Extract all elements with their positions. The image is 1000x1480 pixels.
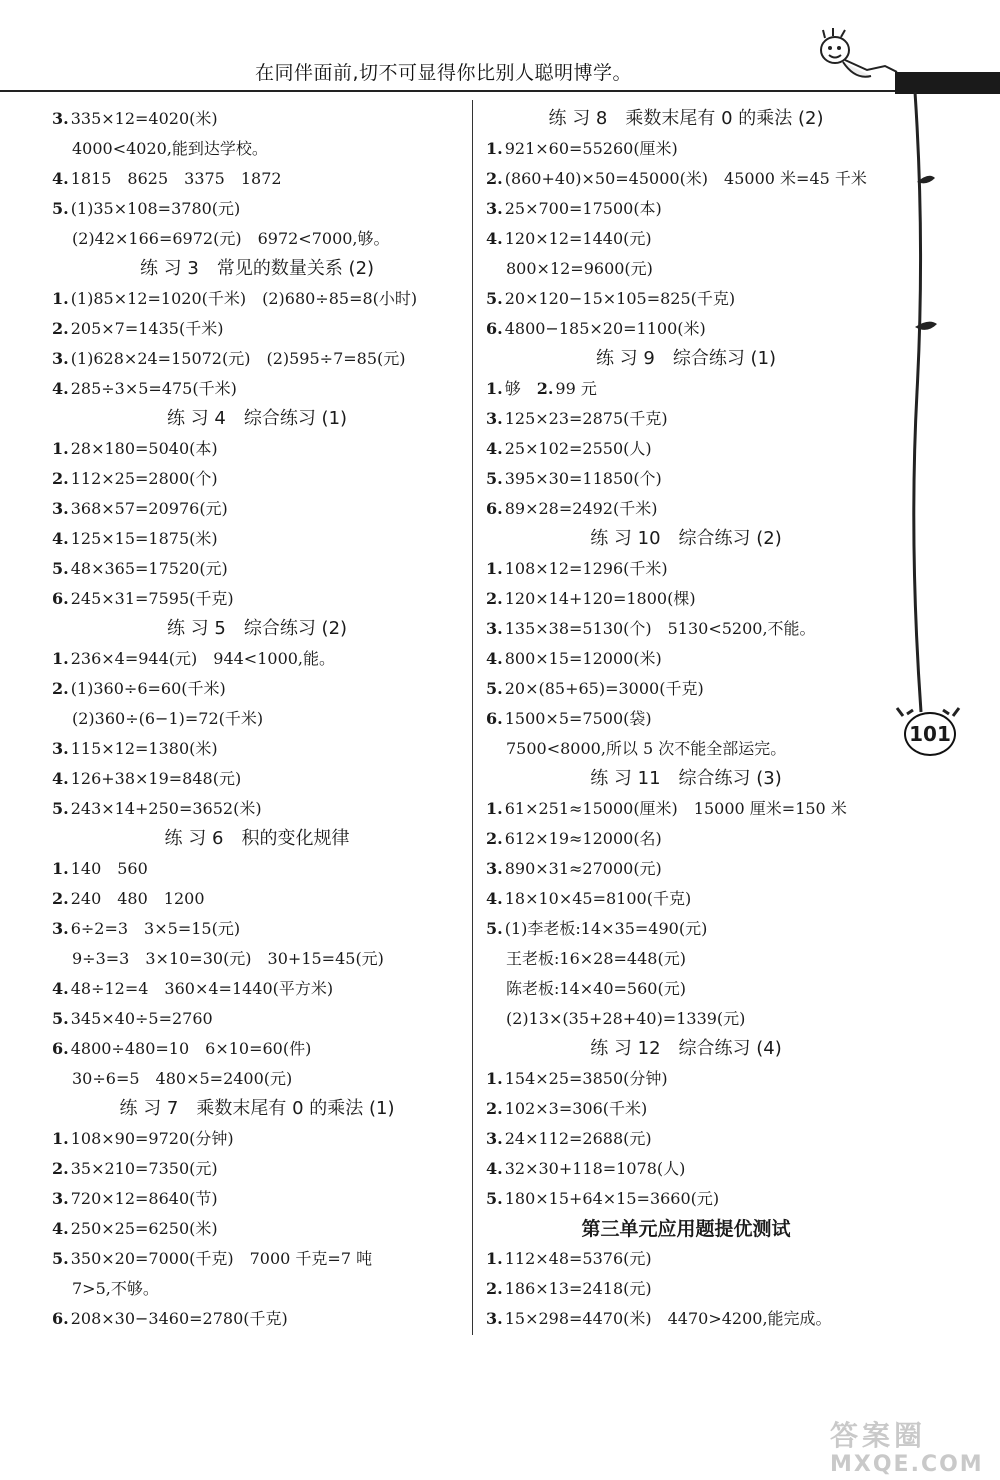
answer-number: 5. — [52, 1009, 69, 1028]
answer-text: 350×20=7000(千克) 7000 千克=7 吨 — [70, 1249, 373, 1268]
answer-number: 1. — [486, 379, 503, 398]
answer-line — [486, 584, 886, 614]
answer-text: 1815 8625 3375 1872 — [70, 169, 282, 188]
answer-number: 5. — [486, 289, 503, 308]
answer-line — [52, 1154, 462, 1184]
answer-number: 3. — [486, 1129, 503, 1148]
answer-number: 6. — [52, 1039, 69, 1058]
answer-text: 115×12=1380(米) — [70, 739, 218, 758]
answer-text: 24×112=2688(元) — [504, 1129, 652, 1148]
answer-text: 7>5,不够。 — [72, 1279, 159, 1298]
answer-text: (1)35×108=3780(元) — [70, 199, 241, 218]
answer-text: (2)42×166=6972(元) 6972<7000,够。 — [72, 229, 390, 248]
answer-number: 1. — [52, 859, 69, 878]
answer-number: 4. — [486, 229, 503, 248]
header-rule — [0, 90, 900, 92]
answer-text: 9÷3=3 3×10=30(元) 30+15=45(元) — [72, 949, 384, 968]
answer-text: 陈老板:14×40=560(元) — [506, 979, 686, 998]
answer-text: 250×25=6250(米) — [70, 1219, 218, 1238]
answer-text: 1500×5=7500(袋) — [504, 709, 652, 728]
answer-text: 345×40÷5=2760 — [70, 1009, 213, 1028]
answer-number: 6. — [486, 499, 503, 518]
answer-text: 35×210=7350(元) — [70, 1159, 218, 1178]
answer-line — [52, 1304, 462, 1334]
answer-number: 1. — [486, 1069, 503, 1088]
answer-number: 4. — [52, 169, 69, 188]
answer-text: 108×90=9720(分钟) — [70, 1129, 234, 1148]
section-heading: 练 习 7 乘数末尾有 0 的乘法 (1) — [119, 1098, 395, 1119]
answer-text: 4000<4020,能到达学校。 — [72, 139, 268, 158]
answer-number: 5. — [52, 1249, 69, 1268]
answer-text: 368×57=20976(元) — [70, 499, 228, 518]
section-heading: 练 习 3 常见的数量关系 (2) — [139, 258, 375, 279]
answer-number: 3. — [52, 109, 69, 128]
answer-number: 3. — [52, 349, 69, 368]
answer-number: 3. — [486, 199, 503, 218]
answer-number: 5. — [486, 469, 503, 488]
answer-text: 800×12=9600(元) — [506, 259, 653, 278]
answer-text: 48÷12=4 360×4=1440(平方米) — [70, 979, 334, 998]
answer-number: 2. — [52, 889, 69, 908]
vine-decoration-icon — [895, 92, 955, 792]
answer-number: 4. — [486, 439, 503, 458]
answer-text: 4800÷480=10 6×10=60(件) — [70, 1039, 312, 1058]
answer-number: 4. — [52, 979, 69, 998]
answer-number: 5. — [52, 799, 69, 818]
answer-line — [52, 644, 462, 674]
left-column — [52, 104, 462, 1334]
answer-number: 1. — [486, 559, 503, 578]
answer-line — [486, 1064, 886, 1094]
answer-text: 18×10×45=8100(千克) — [504, 889, 692, 908]
answer-text: 够 — [504, 379, 537, 398]
answer-line — [52, 374, 462, 404]
section-heading: 练 习 8 乘数末尾有 0 的乘法 (2) — [548, 108, 824, 129]
answer-text: 208×30−3460=2780(千克) — [70, 1309, 288, 1328]
answer-line — [52, 434, 462, 464]
answer-number: 6. — [486, 319, 503, 338]
answer-line — [486, 794, 886, 824]
answer-line — [52, 794, 462, 824]
answer-text: 6÷2=3 3×5=15(元) — [70, 919, 241, 938]
answer-line — [486, 224, 886, 254]
answer-text: 112×48=5376(元) — [504, 1249, 652, 1268]
page-number: 101 — [904, 712, 956, 756]
answer-line — [486, 644, 886, 674]
answer-text: 126+38×19=848(元) — [70, 769, 242, 788]
answer-line — [486, 1184, 886, 1214]
cartoon-mascot-icon — [805, 22, 900, 90]
answer-number: 5. — [486, 679, 503, 698]
answer-number: 3. — [52, 499, 69, 518]
right-column — [486, 104, 886, 1334]
answer-continuation — [52, 944, 462, 974]
answer-line — [486, 554, 886, 584]
answer-text: 61×251≈15000(厘米) 15000 厘米=150 米 — [504, 799, 847, 818]
answer-line — [486, 1124, 886, 1154]
answer-line — [52, 284, 462, 314]
answer-number: 2. — [486, 1279, 503, 1298]
answer-line — [52, 164, 462, 194]
answer-line — [52, 584, 462, 614]
answer-number: 5. — [486, 1189, 503, 1208]
answer-line — [486, 704, 886, 734]
answer-number: 2. — [52, 679, 69, 698]
answer-number: 1. — [486, 799, 503, 818]
watermark-text: 答案圈 — [830, 1419, 927, 1452]
answer-line — [52, 344, 462, 374]
answer-text: 25×700=17500(本) — [504, 199, 662, 218]
answer-text: 890×31≈27000(元) — [504, 859, 662, 878]
answer-number: 3. — [52, 919, 69, 938]
answer-text: 120×12=1440(元) — [504, 229, 652, 248]
answer-number: 5. — [52, 199, 69, 218]
answer-line — [52, 314, 462, 344]
header-black-bar — [895, 72, 1000, 94]
answer-number: 2. — [52, 319, 69, 338]
watermark-logo — [830, 1420, 1000, 1480]
answer-number: 2. — [486, 589, 503, 608]
answer-text: 89×28=2492(千米) — [504, 499, 658, 518]
answer-text: 140 560 — [70, 859, 148, 878]
answer-continuation — [52, 704, 462, 734]
answer-text: 243×14+250=3652(米) — [70, 799, 262, 818]
answer-text: 王老板:16×28=448(元) — [506, 949, 686, 968]
answer-line — [52, 524, 462, 554]
answer-text: 236×4=944(元) 944<1000,能。 — [70, 649, 336, 668]
answer-text: 720×12=8640(节) — [70, 1189, 218, 1208]
answer-text: 154×25=3850(分钟) — [504, 1069, 668, 1088]
answer-line — [52, 464, 462, 494]
answer-continuation — [52, 1274, 462, 1304]
answer-line — [52, 1004, 462, 1034]
answer-number: 2. — [486, 1099, 503, 1118]
answer-line — [52, 674, 462, 704]
answer-number: 5. — [486, 919, 503, 938]
answer-line — [486, 1304, 886, 1334]
answer-number: 1. — [52, 1129, 69, 1148]
answer-text: (1)85×12=1020(千米) (2)680÷85=8(小时) — [70, 289, 418, 308]
answer-line — [486, 1274, 886, 1304]
answer-line — [486, 494, 886, 524]
answer-text: 30÷6=5 480×5=2400(元) — [72, 1069, 293, 1088]
answer-continuation — [486, 974, 886, 1004]
answer-number: 2. — [536, 379, 554, 398]
answer-line — [486, 404, 886, 434]
answer-line — [486, 854, 886, 884]
answer-line — [52, 554, 462, 584]
answer-line — [486, 914, 886, 944]
answer-number: 4. — [486, 649, 503, 668]
answer-number: 4. — [52, 769, 69, 788]
answer-text: 32×30+118=1078(人) — [504, 1159, 686, 1178]
section-heading: 练 习 5 综合练习 (2) — [166, 618, 348, 639]
answer-text: 108×12=1296(千米) — [504, 559, 668, 578]
answer-line — [52, 1214, 462, 1244]
answer-number: 3. — [52, 1189, 69, 1208]
answer-continuation — [486, 944, 886, 974]
answer-number: 1. — [486, 139, 503, 158]
answer-number: 4. — [52, 1219, 69, 1238]
answer-number: 2. — [486, 169, 503, 188]
answer-line — [486, 194, 886, 224]
answer-number: 1. — [52, 649, 69, 668]
answer-number: 3. — [486, 1309, 503, 1328]
header-motto: 在同伴面前,切不可显得你比别人聪明博学。 — [255, 62, 633, 84]
answer-number: 6. — [52, 589, 69, 608]
answer-text: (1)360÷6=60(千米) — [70, 679, 226, 698]
answer-text: 612×19≈12000(名) — [504, 829, 662, 848]
answer-line — [486, 674, 886, 704]
answer-line — [486, 374, 886, 404]
answer-text: 120×14+120=1800(棵) — [504, 589, 696, 608]
answer-line — [486, 1244, 886, 1274]
answer-line — [52, 1184, 462, 1214]
answer-text: 7500<8000,所以 5 次不能全部运完。 — [506, 739, 787, 758]
answer-number: 3. — [486, 619, 503, 638]
answer-continuation — [52, 224, 462, 254]
answer-text: 102×3=306(千米) — [504, 1099, 648, 1118]
answer-text: 245×31=7595(千克) — [70, 589, 234, 608]
answer-text: 20×120−15×105=825(千克) — [504, 289, 736, 308]
answer-text: 240 480 1200 — [70, 889, 205, 908]
answer-line — [486, 464, 886, 494]
answer-text: 335×12=4020(米) — [70, 109, 218, 128]
answer-text: (2)360÷(6−1)=72(千米) — [72, 709, 264, 728]
answer-text: 180×15+64×15=3660(元) — [504, 1189, 720, 1208]
answer-text: 99 元 — [555, 379, 597, 398]
answer-number: 4. — [52, 529, 69, 548]
answer-number: 4. — [486, 1159, 503, 1178]
answer-number: 6. — [52, 1309, 69, 1328]
answer-number: 4. — [486, 889, 503, 908]
answer-text: 15×298=4470(米) 4470>4200,能完成。 — [504, 1309, 832, 1328]
section-heading: 练 习 12 综合练习 (4) — [590, 1038, 782, 1059]
answer-line — [52, 734, 462, 764]
answer-line — [52, 494, 462, 524]
answer-text: 28×180=5040(本) — [70, 439, 218, 458]
answer-line — [52, 884, 462, 914]
answer-line — [486, 884, 886, 914]
answer-line — [486, 434, 886, 464]
section-heading: 第三单元应用题提优测试 — [581, 1218, 791, 1240]
answer-continuation — [486, 254, 886, 284]
answer-text: 205×7=1435(千米) — [70, 319, 224, 338]
answer-text: 395×30=11850(个) — [504, 469, 662, 488]
answer-line — [52, 974, 462, 1004]
answer-text: 20×(85+65)=3000(千克) — [504, 679, 704, 698]
column-divider — [472, 100, 473, 1335]
answer-line — [52, 104, 462, 134]
answer-line — [486, 614, 886, 644]
answer-continuation — [52, 134, 462, 164]
answer-text: 135×38=5130(个) 5130<5200,不能。 — [504, 619, 816, 638]
section-heading: 练 习 4 综合练习 (1) — [166, 408, 348, 429]
answer-line — [486, 1154, 886, 1184]
answer-number: 2. — [52, 469, 69, 488]
answer-text: 125×15=1875(米) — [70, 529, 218, 548]
answer-line — [486, 1094, 886, 1124]
answer-number: 5. — [52, 559, 69, 578]
answer-text: (1)李老板:14×35=490(元) — [504, 919, 708, 938]
answer-text: (860+40)×50=45000(米) 45000 米=45 千米 — [504, 169, 867, 188]
section-heading: 练 习 11 综合练习 (3) — [590, 768, 782, 789]
answer-line — [486, 134, 886, 164]
answer-number: 3. — [486, 409, 503, 428]
answer-text: 112×25=2800(个) — [70, 469, 218, 488]
answer-line — [52, 854, 462, 884]
answer-line — [52, 764, 462, 794]
answer-text: 48×365=17520(元) — [70, 559, 228, 578]
answer-number: 2. — [52, 1159, 69, 1178]
answer-text: (1)628×24=15072(元) (2)595÷7=85(元) — [70, 349, 406, 368]
answer-line — [486, 314, 886, 344]
answer-line — [52, 914, 462, 944]
answer-line — [486, 284, 886, 314]
answer-number: 3. — [52, 739, 69, 758]
answer-text: 25×102=2550(人) — [504, 439, 652, 458]
answer-line — [52, 1124, 462, 1154]
answer-number: 3. — [486, 859, 503, 878]
answer-number: 1. — [486, 1249, 503, 1268]
watermark-url: MXQE.COM — [830, 1452, 984, 1477]
section-heading: 练 习 6 积的变化规律 — [164, 828, 350, 849]
answer-continuation — [486, 1004, 886, 1034]
answer-line — [486, 164, 886, 194]
answer-text: 4800−185×20=1100(米) — [504, 319, 706, 338]
answer-number: 1. — [52, 439, 69, 458]
answer-number: 6. — [486, 709, 503, 728]
answer-line — [52, 1034, 462, 1064]
answer-line — [486, 824, 886, 854]
answer-text: 186×13=2418(元) — [504, 1279, 652, 1298]
answer-text: 800×15=12000(米) — [504, 649, 662, 668]
answer-text: 921×60=55260(厘米) — [504, 139, 678, 158]
answer-continuation — [486, 734, 886, 764]
section-heading: 练 习 9 综合练习 (1) — [595, 348, 777, 369]
answer-text: (2)13×(35+28+40)=1339(元) — [506, 1009, 746, 1028]
answer-text: 285÷3×5=475(千米) — [70, 379, 237, 398]
answer-continuation — [52, 1064, 462, 1094]
section-heading: 练 习 10 综合练习 (2) — [590, 528, 782, 549]
answer-line — [52, 1244, 462, 1274]
answer-number: 4. — [52, 379, 69, 398]
answer-number: 1. — [52, 289, 69, 308]
answer-line — [52, 194, 462, 224]
answer-number: 2. — [486, 829, 503, 848]
answer-text: 125×23=2875(千克) — [504, 409, 668, 428]
